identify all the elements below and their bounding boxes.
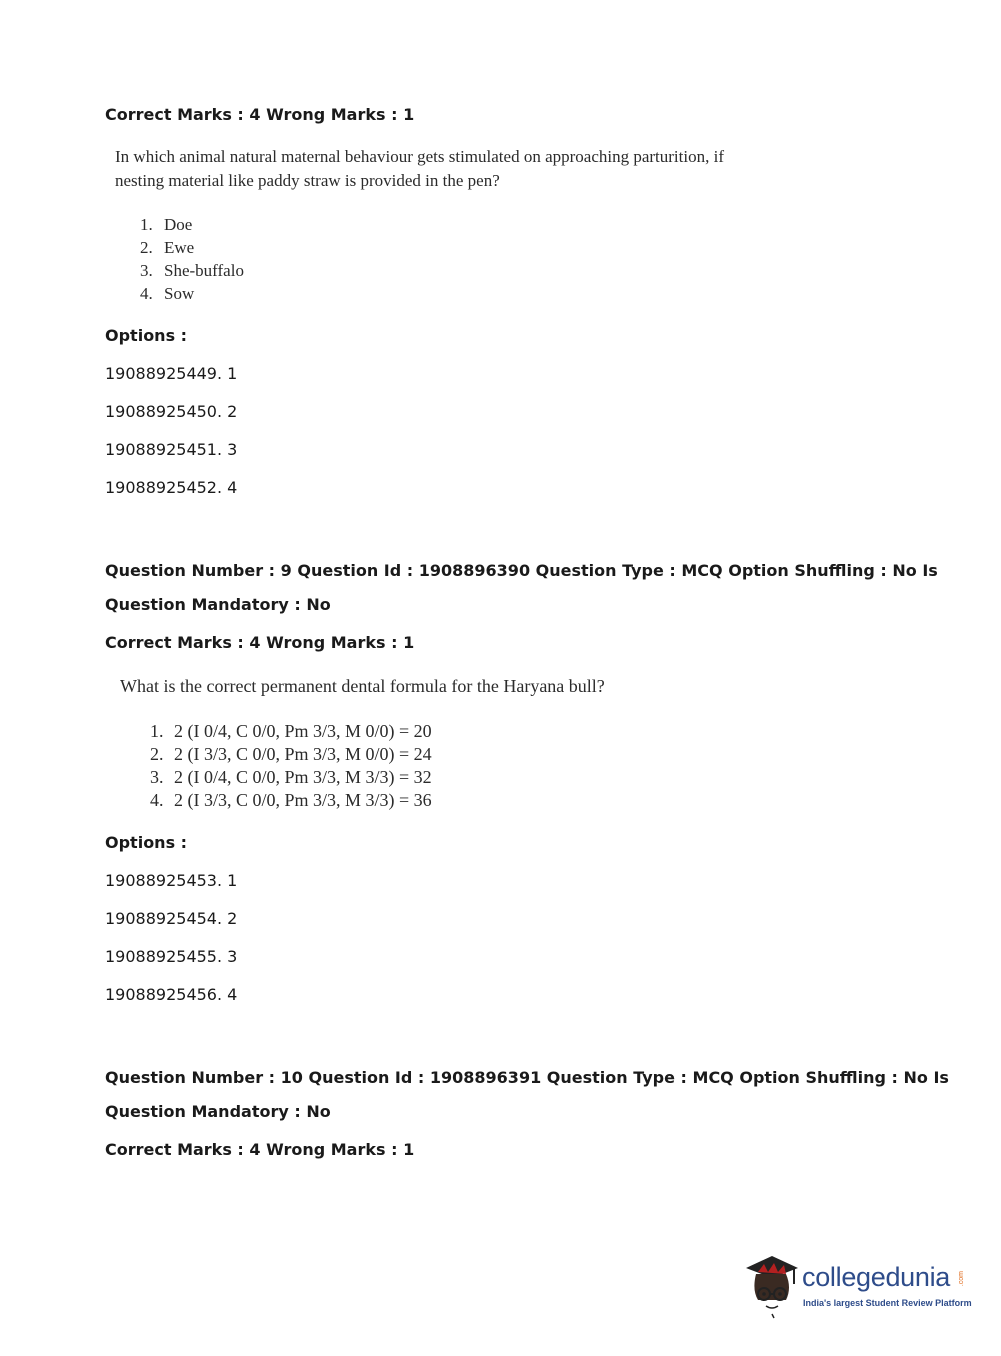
q10-header-line2: Question Mandatory : No	[105, 1102, 331, 1121]
q8-choice-2	[140, 238, 194, 258]
choice-number: 4.	[150, 790, 164, 810]
choice-text: She-buffalo	[164, 261, 244, 280]
q8-choice-4	[140, 284, 194, 304]
q9-question: What is the correct permanent dental formula for the Haryana bull?	[120, 676, 605, 696]
q9-option-3: 19088925455. 3	[105, 947, 238, 966]
q8-options-label: Options :	[105, 326, 188, 345]
q10-marks: Correct Marks : 4 Wrong Marks : 1	[105, 1140, 415, 1159]
choice-number: 4.	[140, 284, 153, 303]
q9-options-label: Options :	[105, 833, 188, 852]
choice-number: 2.	[140, 238, 153, 257]
q8-option-2: 19088925450. 2	[105, 402, 238, 421]
choice-text: 2 (I 0/4, C 0/0, Pm 3/3, M 3/3) = 32	[174, 767, 432, 787]
q9-option-1: 19088925453. 1	[105, 871, 238, 890]
choice-text: 2 (I 0/4, C 0/0, Pm 3/3, M 0/0) = 20	[174, 721, 432, 741]
q9-choice-2	[150, 744, 432, 765]
q8-option-4: 19088925452. 4	[105, 478, 238, 497]
q9-header-line1: Question Number : 9 Question Id : 1908896390 Question Type : MCQ Option Shuffling : No Is	[105, 561, 938, 580]
q8-question-line2: nesting material like paddy straw is provided in the pen?	[115, 171, 500, 190]
choice-number: 3.	[150, 767, 164, 787]
logo-suffix: .com	[958, 1271, 965, 1287]
choice-text: Ewe	[164, 238, 195, 257]
mascot-graduation-cap-icon	[742, 1250, 800, 1320]
q8-choice-1	[140, 215, 192, 235]
q10-header-line1: Question Number : 10 Question Id : 1908896391 Question Type : MCQ Option Shuffling : No Is	[105, 1068, 949, 1087]
choice-text: Doe	[164, 215, 193, 234]
q8-marks: Correct Marks : 4 Wrong Marks : 1	[105, 105, 415, 124]
q8-choice-3	[140, 261, 244, 281]
logo-wordmark: collegedunia	[802, 1262, 951, 1292]
q9-option-2: 19088925454. 2	[105, 909, 238, 928]
choice-number: 1.	[150, 721, 164, 741]
choice-number: 3.	[140, 261, 153, 280]
q9-marks: Correct Marks : 4 Wrong Marks : 1	[105, 633, 415, 652]
choice-text: Sow	[164, 284, 195, 303]
q8-option-1: 19088925449. 1	[105, 364, 238, 383]
q9-choice-3	[150, 767, 432, 788]
choice-text: 2 (I 3/3, C 0/0, Pm 3/3, M 3/3) = 36	[174, 790, 432, 810]
choice-number: 1.	[140, 215, 153, 234]
logo-tagline: India's largest Student Review Platform	[803, 1298, 972, 1308]
q8-question-line1: In which animal natural maternal behaviour gets stimulated on approaching parturition, if	[115, 147, 724, 166]
q9-header-line2: Question Mandatory : No	[105, 595, 331, 614]
q8-option-3: 19088925451. 3	[105, 440, 238, 459]
q9-choice-4	[150, 790, 432, 811]
choice-number: 2.	[150, 744, 164, 764]
choice-text: 2 (I 3/3, C 0/0, Pm 3/3, M 0/0) = 24	[174, 744, 432, 764]
q9-option-4: 19088925456. 4	[105, 985, 238, 1004]
q9-choice-1	[150, 721, 432, 742]
